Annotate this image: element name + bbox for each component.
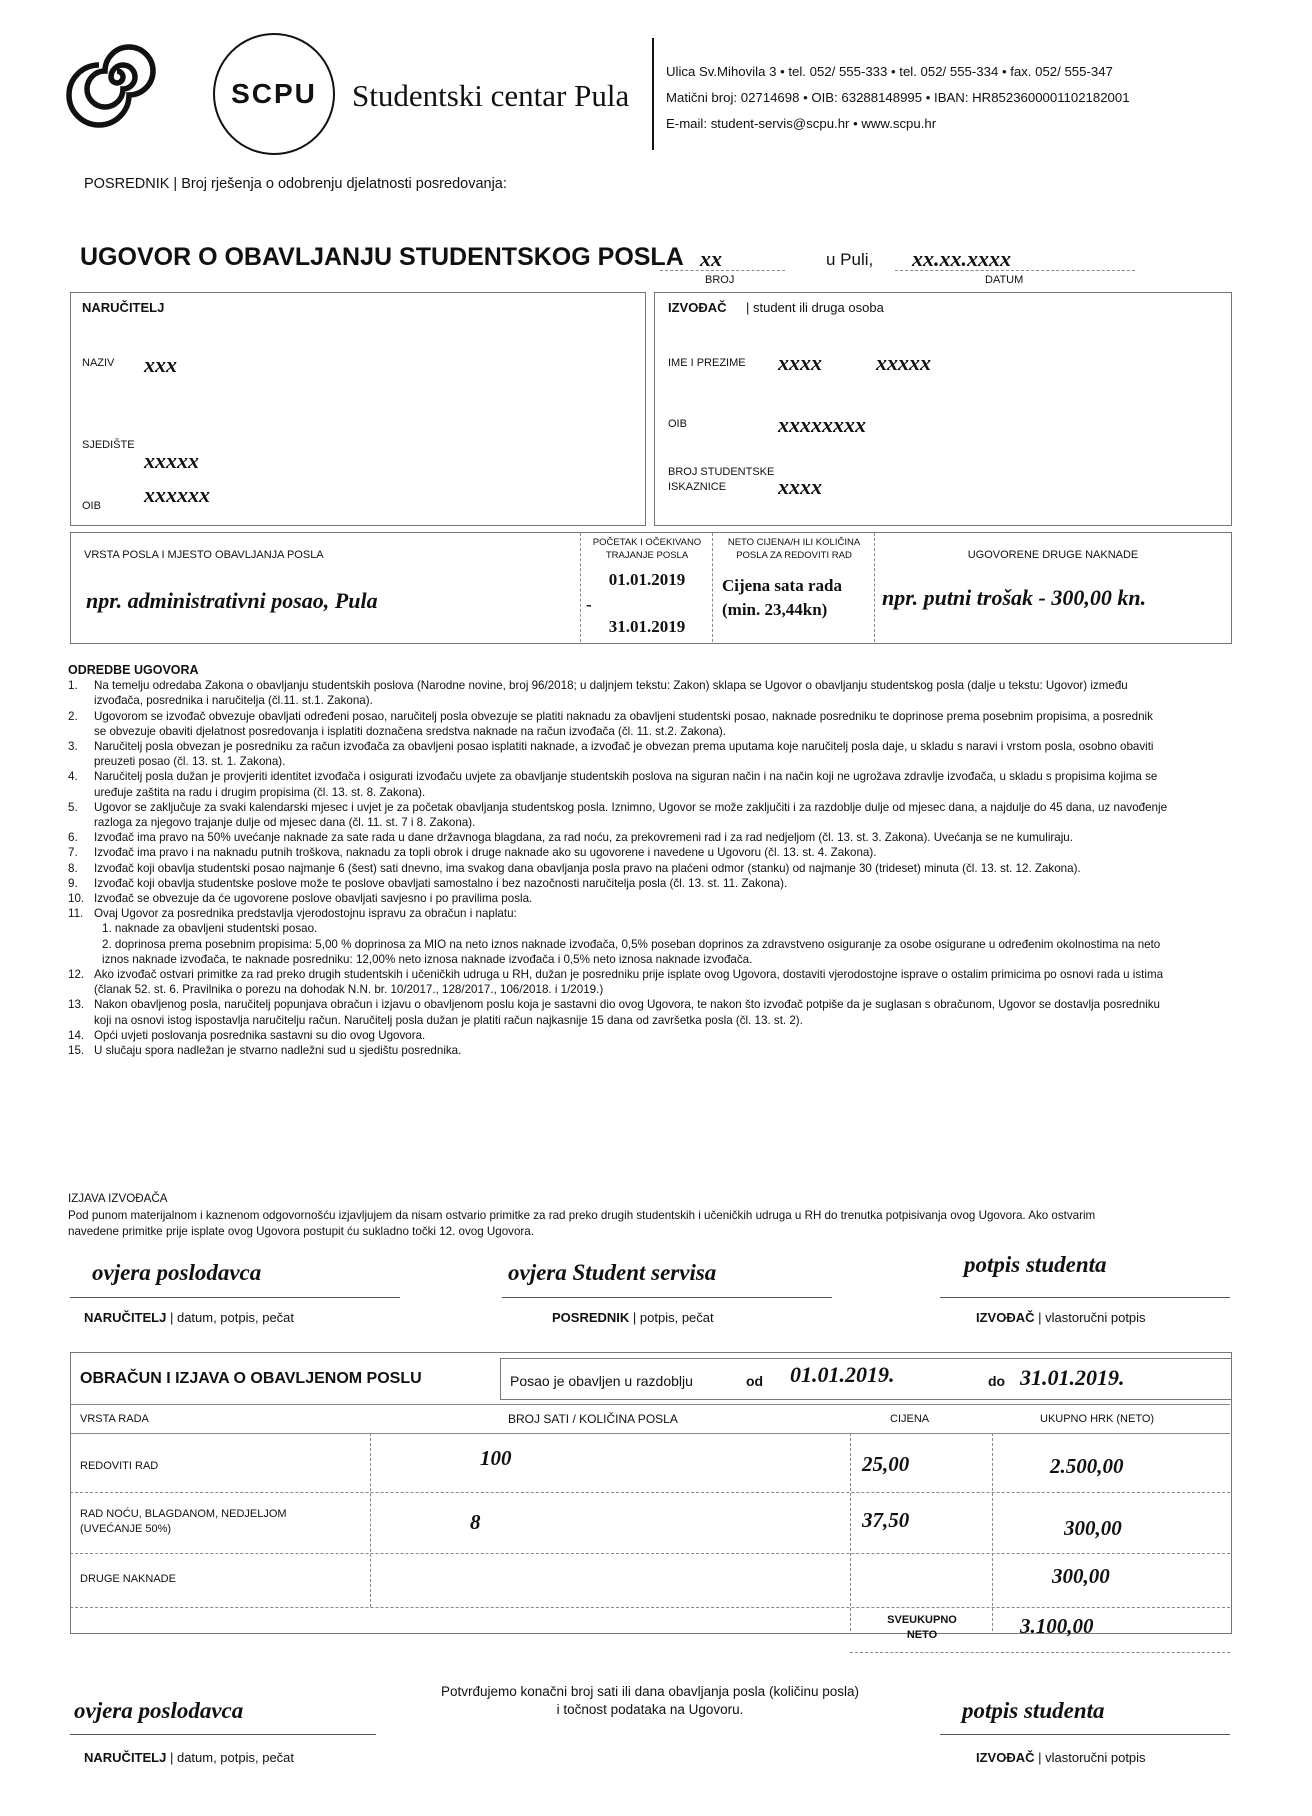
- term-sub-item: 2. doprinosa prema posebnim propisima: 5,00 % doprinosa za MIO na neto iznos naknade izvođača, 0,5% poseban doprinos za zdravstveno osiguranje za osobe osigurane u određenim okolnostima na neto iznos naknade izvođača, te naknade posredniku: 12,00% neto iznosa naknade izvođača i 0,5% neto iznosa naknade izvođača.: [102, 937, 1161, 966]
- row-line-1: [70, 1433, 1230, 1434]
- term-number: 15.: [68, 1044, 85, 1058]
- term-item: [68, 997, 1168, 1027]
- izvodac-heading: IZVOĐAČ: [668, 300, 727, 315]
- iskaznica-label-2: ISKAZNICE: [668, 481, 727, 493]
- term-item: [68, 906, 1168, 921]
- job-divider-2: [712, 533, 713, 642]
- izvodac-oib-label: OIB: [668, 418, 687, 430]
- row2-ukupno: 300,00: [1064, 1516, 1122, 1540]
- period-do-value: 31.01.2019.: [1020, 1365, 1125, 1390]
- col-broj-sati: BROJ SATI / KOLIČINA POSLA: [508, 1412, 678, 1426]
- sjediste-value: xxxxx: [144, 448, 199, 473]
- term-item: [68, 861, 1168, 876]
- sveukupno-label-2: NETO: [906, 1629, 938, 1641]
- period-od-value: 01.01.2019.: [790, 1362, 895, 1387]
- col-ukupno: UKUPNO HRK (NETO): [1040, 1413, 1155, 1425]
- term-text: Naručitelj posla dužan je provjeriti identitet izvođača i osigurati izvođaču uvjete za obavljanje studentskih poslova na siguran način i na način koji ne ugrožava zdravlje izvođača, u skladu s propisima kojima se uređuje zaštita na radu i drugim propisima (čl. 13. st. 8. Zakona).: [94, 770, 1158, 799]
- term-item: [68, 678, 1168, 708]
- pocetak-label-2: TRAJANJE POSLA: [605, 550, 689, 561]
- izjava-heading: IZJAVA IZVOĐAČA: [68, 1192, 168, 1205]
- sig2-employer-hand: ovjera poslodavca: [74, 1698, 244, 1723]
- sig1-employer-desc: | datum, potpis, pečat: [169, 1310, 295, 1325]
- sveukupno-value: 3.100,00: [1020, 1614, 1094, 1638]
- sig2-student-hand: potpis studenta: [962, 1698, 1105, 1723]
- sig2-student-caption: [976, 1750, 1146, 1765]
- term-number: 1.: [68, 679, 78, 693]
- term-item: [68, 845, 1168, 860]
- term-sub-item: 1. naknade za obavljeni studentski posao.: [102, 922, 318, 936]
- row2-label-2: (UVEĆANJE 50%): [80, 1523, 172, 1535]
- row-line-4: [70, 1607, 1230, 1608]
- terms-list-after: [68, 967, 1168, 1058]
- term-number: 7.: [68, 846, 78, 860]
- narucitelj-oib-value: xxxxxx: [144, 482, 210, 507]
- contact-line-1: Ulica Sv.Mihovila 3 • tel. 052/ 555-333 • tel. 052/ 555-334 • fax. 052/ 555-347: [666, 64, 1113, 79]
- job-divider-3: [874, 533, 875, 642]
- term-number: 9.: [68, 876, 78, 890]
- sig1-student-desc: | vlastoručni potpis: [1038, 1310, 1146, 1325]
- term-text: Naručitelj posla obvezan je posredniku za račun izvođača za obavljeni posao isplatiti naknade, a izvođač je obvezan prema uputama koje naručitelj posla daje, u skladu s naravi i vrstom posla, osobno obaviti preuzeti posao (čl. 13. st. 1. Zakona).: [94, 740, 1154, 769]
- sig2-employer-role: NARUČITELJ: [84, 1750, 167, 1765]
- period-text: Posao je obavljen u razdoblju: [510, 1373, 693, 1389]
- izvodac-heading-sub: | student ili druga osoba: [746, 300, 884, 315]
- seal-spiral-icon: [58, 18, 176, 136]
- sig1-employer-hand: ovjera poslodavca: [92, 1260, 262, 1285]
- row-line-3: [70, 1553, 1230, 1554]
- ime-label: IME I PREZIME: [668, 357, 746, 369]
- term-text: Ugovor se zaključuje za svaki kalendarski mjesec i uvjet je za početak obavljanja studentskog posla. Iznimno, Ugovor se može zaključiti i za razdoblje dulje od mjesec dana, a najdulje do 45 dana, uz navođenje razloga za njegovo trajanje dulje od mjesec dana (čl. 11. st. 7 i 8. Zakona).: [94, 800, 1168, 830]
- row-line-2: [70, 1492, 1230, 1493]
- row2-cijena: 37,50: [862, 1508, 910, 1532]
- org-name: Studentski centar Pula: [352, 78, 630, 113]
- sveukupno-bottom-line: [850, 1652, 1230, 1653]
- sig1-student-caption: [976, 1310, 1146, 1325]
- obracun-heading: OBRAČUN I IZJAVA O OBAVLJENOM POSLU: [80, 1370, 422, 1387]
- university-seal: [58, 18, 176, 136]
- row3-label: DRUGE NAKNADE: [80, 1573, 176, 1585]
- datum-label: DATUM: [985, 274, 1024, 286]
- term-number: 13.: [68, 998, 85, 1012]
- term-number: 6.: [68, 831, 78, 845]
- pocetak-to: 31.01.2019: [608, 617, 686, 636]
- period-do-label: do: [988, 1373, 1006, 1389]
- term-item: [68, 769, 1168, 799]
- cijena-value-2: (min. 23,44kn): [722, 600, 828, 619]
- iskaznica-value: xxxx: [778, 474, 822, 499]
- sig1-line-2: [502, 1297, 832, 1298]
- confirm-line-1: Potvrđujemo konačni broj sati ili dana obavljanja posla (količinu posla): [441, 1684, 859, 1699]
- col-divider-3: [992, 1433, 993, 1631]
- scpu-logo: [213, 33, 335, 155]
- term-text: Ako izvođač ostvari primitke za rad preko drugih studentskih i učeničkih udruga u RH, dužan je posredniku prije isplate ovog Ugovora, dostaviti vjerodostojne isprave o ostalim primicima po osnovi rada u istima (članak 52. st. 6. Pravilnika o porezu na dohodak N.N. br. 10/2017., 128/2017., 106/2018. i 1/2019.): [94, 968, 1164, 997]
- scpu-logo-text: SCPU: [231, 78, 317, 109]
- contract-terms: [68, 663, 1168, 1058]
- iskaznica-label-1: BROJ STUDENTSKE: [668, 466, 775, 478]
- term-text: Na temelju odredaba Zakona o obavljanju studentskih poslova (Narodne novine, broj 96/2018; u daljnjem tekstu: Zakon) sklapa se Ugovor o obavljanju studentskog posla (dalje u tekstu: Ugovor) između izvođača, posrednika i naručitelja (čl.11. st.1. Zakona).: [94, 679, 1128, 708]
- term-text: Izvođač ima pravo i na naknadu putnih troškova, naknadu za topli obrok i druge naknade ako su ugovorene i navedene u Ugovoru (čl. 13. st. 4. Zakona).: [94, 846, 877, 860]
- obracun-header-line: [70, 1404, 1230, 1405]
- sig2-employer-desc: | datum, potpis, pečat: [169, 1750, 295, 1765]
- datum-value: xx.xx.xxxx: [912, 246, 1011, 271]
- izvodac-oib-value: xxxxxxxx: [778, 412, 866, 437]
- broj-label: BROJ: [705, 274, 735, 286]
- sig1-servis-caption: [552, 1310, 714, 1325]
- term-number: 8.: [68, 861, 78, 875]
- sig2-student-role: IZVOĐAČ: [976, 1750, 1035, 1765]
- row2-sati: 8: [470, 1510, 481, 1534]
- term-item: [68, 891, 1168, 906]
- row2-label: RAD NOĆU, BLAGDANOM, NEDJELJOM: [80, 1508, 287, 1520]
- term-text: Ugovorom se izvođač obvezuje obavljati određeni posao, naručitelj posla obvezuje se platiti naknadu za obavljeni studentski posao, naknade posredniku te doprinose prema posebnim propisima, a posrednik se obvezuje obaviti djelatnost posredovanja i isplatiti doznačena sredstva naknade na račun izvođača (čl. 11. st.2. Zakona).: [94, 709, 1153, 738]
- job-divider-1: [580, 533, 581, 642]
- contract-title: UGOVOR O OBAVLJANJU STUDENTSKOG POSLA: [80, 243, 684, 271]
- confirm-line-2: i točnost podataka na Ugovoru.: [556, 1702, 744, 1717]
- term-item: [68, 1028, 1168, 1043]
- vrsta-posla-label: VRSTA POSLA I MJESTO OBAVLJANJA POSLA: [84, 549, 324, 561]
- term-text: Izvođač ima pravo na 50% uvećanje naknade za sate rada u dane državnoga blagdana, za rad noću, za prekovremeni rad i za rad nedjeljom (čl. 13. st. 3. Zakona). Uvećanja se ne kumuliraju.: [94, 831, 1073, 845]
- broj-value: xx: [700, 246, 722, 271]
- term-text: U slučaju spora nadležan je stvarno nadležni sud u sjedištu posrednika.: [94, 1044, 462, 1058]
- datum-line: [895, 270, 1135, 271]
- term-number: 12.: [68, 968, 85, 982]
- term-text: Nakon obavljenog posla, naručitelj popunjava obračun i izjavu o obavljenom poslu koja je sastavni dio ovog Ugovora, te nakon što izvođač potpiše da je suglasan s obračunom, Ugovor se dostavlja posredniku koji na osnovi istog ispostavlja naručitelju račun. Naručitelj posla dužan je platiti račun najkasnije 15 dana od završetka posla (čl. 13. st. 2).: [94, 998, 1160, 1027]
- pocetak-dash: -: [586, 595, 592, 614]
- contact-line-3: E-mail: student-servis@scpu.hr • www.scpu.hr: [666, 116, 937, 131]
- term-number: 14.: [68, 1028, 85, 1042]
- term-item: [68, 967, 1168, 997]
- header-divider: [652, 38, 654, 150]
- sjediste-label: SJEDIŠTE: [82, 439, 135, 451]
- prezime-value: xxxxx: [876, 350, 931, 375]
- druge-naknade-value: npr. putni trošak - 300,00 kn.: [882, 585, 1147, 610]
- sig1-student-role: IZVOĐAČ: [976, 1310, 1035, 1325]
- col-divider-2: [850, 1433, 851, 1631]
- term-item: [68, 800, 1168, 830]
- sig2-line-1: [70, 1734, 376, 1735]
- ime-value: xxxx: [778, 350, 822, 375]
- term-text: Izvođač koji obavlja studentski posao najmanje 6 (šest) sati dnevno, ima svakog dana obavljanja posla pravo na plaćeni odmor (stanku) od najmanje 30 (trideset) minuta (čl. 13. st. 12. Zakona).: [94, 861, 1081, 875]
- broj-line: [660, 270, 785, 271]
- term-text: Izvođač se obvezuje da će ugovorene poslove obavljati savjesno i po pravilima posla.: [94, 892, 533, 906]
- naziv-label: NAZIV: [82, 357, 115, 369]
- term-item: [68, 830, 1168, 845]
- cijena-value-1: Cijena sata rada: [722, 576, 842, 595]
- sig1-servis-role: POSREDNIK: [552, 1310, 630, 1325]
- sig1-employer-caption: [84, 1310, 294, 1325]
- sig1-servis-hand: ovjera Student servisa: [508, 1260, 717, 1285]
- izjava-text: Pod punom materijalnom i kaznenom odgovornošću izjavljujem da nisam ostvario primitke za rad preko drugih studentskih i učeničkih udruga u RH do trenutka potpisivanja ovog Ugovora. Ako ostvarim navedene primitke prije isplate ovog Ugovora postupit ću sukladno točki 12. ovog Ugovora.: [68, 1209, 1096, 1238]
- term-number: 10.: [68, 892, 85, 906]
- col-cijena: CIJENA: [890, 1413, 930, 1425]
- pocetak-label-1: POČETAK I OČEKIVANO: [592, 537, 702, 548]
- term-item: [68, 739, 1168, 769]
- row1-sati: 100: [480, 1446, 512, 1470]
- sig1-servis-desc: | potpis, pečat: [632, 1310, 714, 1325]
- posrednik-line: POSREDNIK | Broj rješenja o odobrenju djelatnosti posredovanja:: [84, 176, 507, 192]
- sveukupno-label-1: SVEUKUPNO: [887, 1614, 957, 1626]
- narucitelj-oib-label: OIB: [82, 500, 101, 512]
- col-vrsta-rada: VRSTA RADA: [80, 1413, 149, 1425]
- period-od-label: od: [746, 1373, 764, 1389]
- term-number: 11.: [68, 907, 84, 921]
- sig2-student-desc: | vlastoručni potpis: [1038, 1750, 1146, 1765]
- terms-sub-list: [68, 921, 1168, 967]
- col-divider-1: [370, 1433, 371, 1607]
- row1-label: REDOVITI RAD: [80, 1460, 159, 1472]
- sig2-employer-caption: [84, 1750, 294, 1765]
- naziv-value: xxx: [144, 352, 177, 377]
- contact-line-2: Matični broj: 02714698 • OIB: 63288148995 • IBAN: HR8523600001102182001: [666, 90, 1130, 105]
- row1-ukupno: 2.500,00: [1050, 1454, 1124, 1478]
- row1-cijena: 25,00: [862, 1452, 910, 1476]
- narucitelj-heading: NARUČITELJ: [82, 300, 165, 315]
- cijena-label-2: POSLA ZA REDOVITI RAD: [736, 550, 852, 561]
- izvodac-box: [654, 292, 1232, 526]
- druge-naknade-label: UGOVORENE DRUGE NAKNADE: [967, 549, 1139, 561]
- term-item: [68, 1043, 1168, 1058]
- term-text: Opći uvjeti poslovanja posrednika sastavni su dio ovog Ugovora.: [94, 1028, 426, 1042]
- term-text: Ovaj Ugovor za posrednika predstavlja vjerodostojnu ispravu za obračun i naplatu:: [94, 907, 517, 921]
- term-item: [68, 709, 1168, 739]
- pocetak-from: 01.01.2019: [608, 570, 686, 589]
- term-number: 2.: [68, 709, 78, 723]
- term-number: 5.: [68, 800, 78, 814]
- sig1-employer-role: NARUČITELJ: [84, 1310, 167, 1325]
- terms-list: [68, 678, 1168, 921]
- term-number: 3.: [68, 740, 78, 754]
- sig2-line-3: [940, 1734, 1230, 1735]
- sig1-line-3: [940, 1297, 1230, 1298]
- row3-ukupno: 300,00: [1052, 1564, 1110, 1588]
- place-text: u Puli,: [826, 250, 874, 269]
- term-item: [68, 876, 1168, 891]
- term-number: 4.: [68, 770, 78, 784]
- cijena-label-1: NETO CIJENA/H ILI KOLIČINA: [727, 537, 861, 548]
- vrsta-posla-value: npr. administrativni posao, Pula: [86, 588, 378, 613]
- sig1-student-hand: potpis studenta: [964, 1252, 1107, 1277]
- sig1-line-1: [70, 1297, 400, 1298]
- terms-heading: ODREDBE UGOVORA: [68, 663, 199, 677]
- term-text: Izvođač koji obavlja studentske poslove može te poslove obavljati samostalno i bez nazočnosti naručitelja posla (čl. 13. st. 11. Zakona).: [94, 876, 788, 890]
